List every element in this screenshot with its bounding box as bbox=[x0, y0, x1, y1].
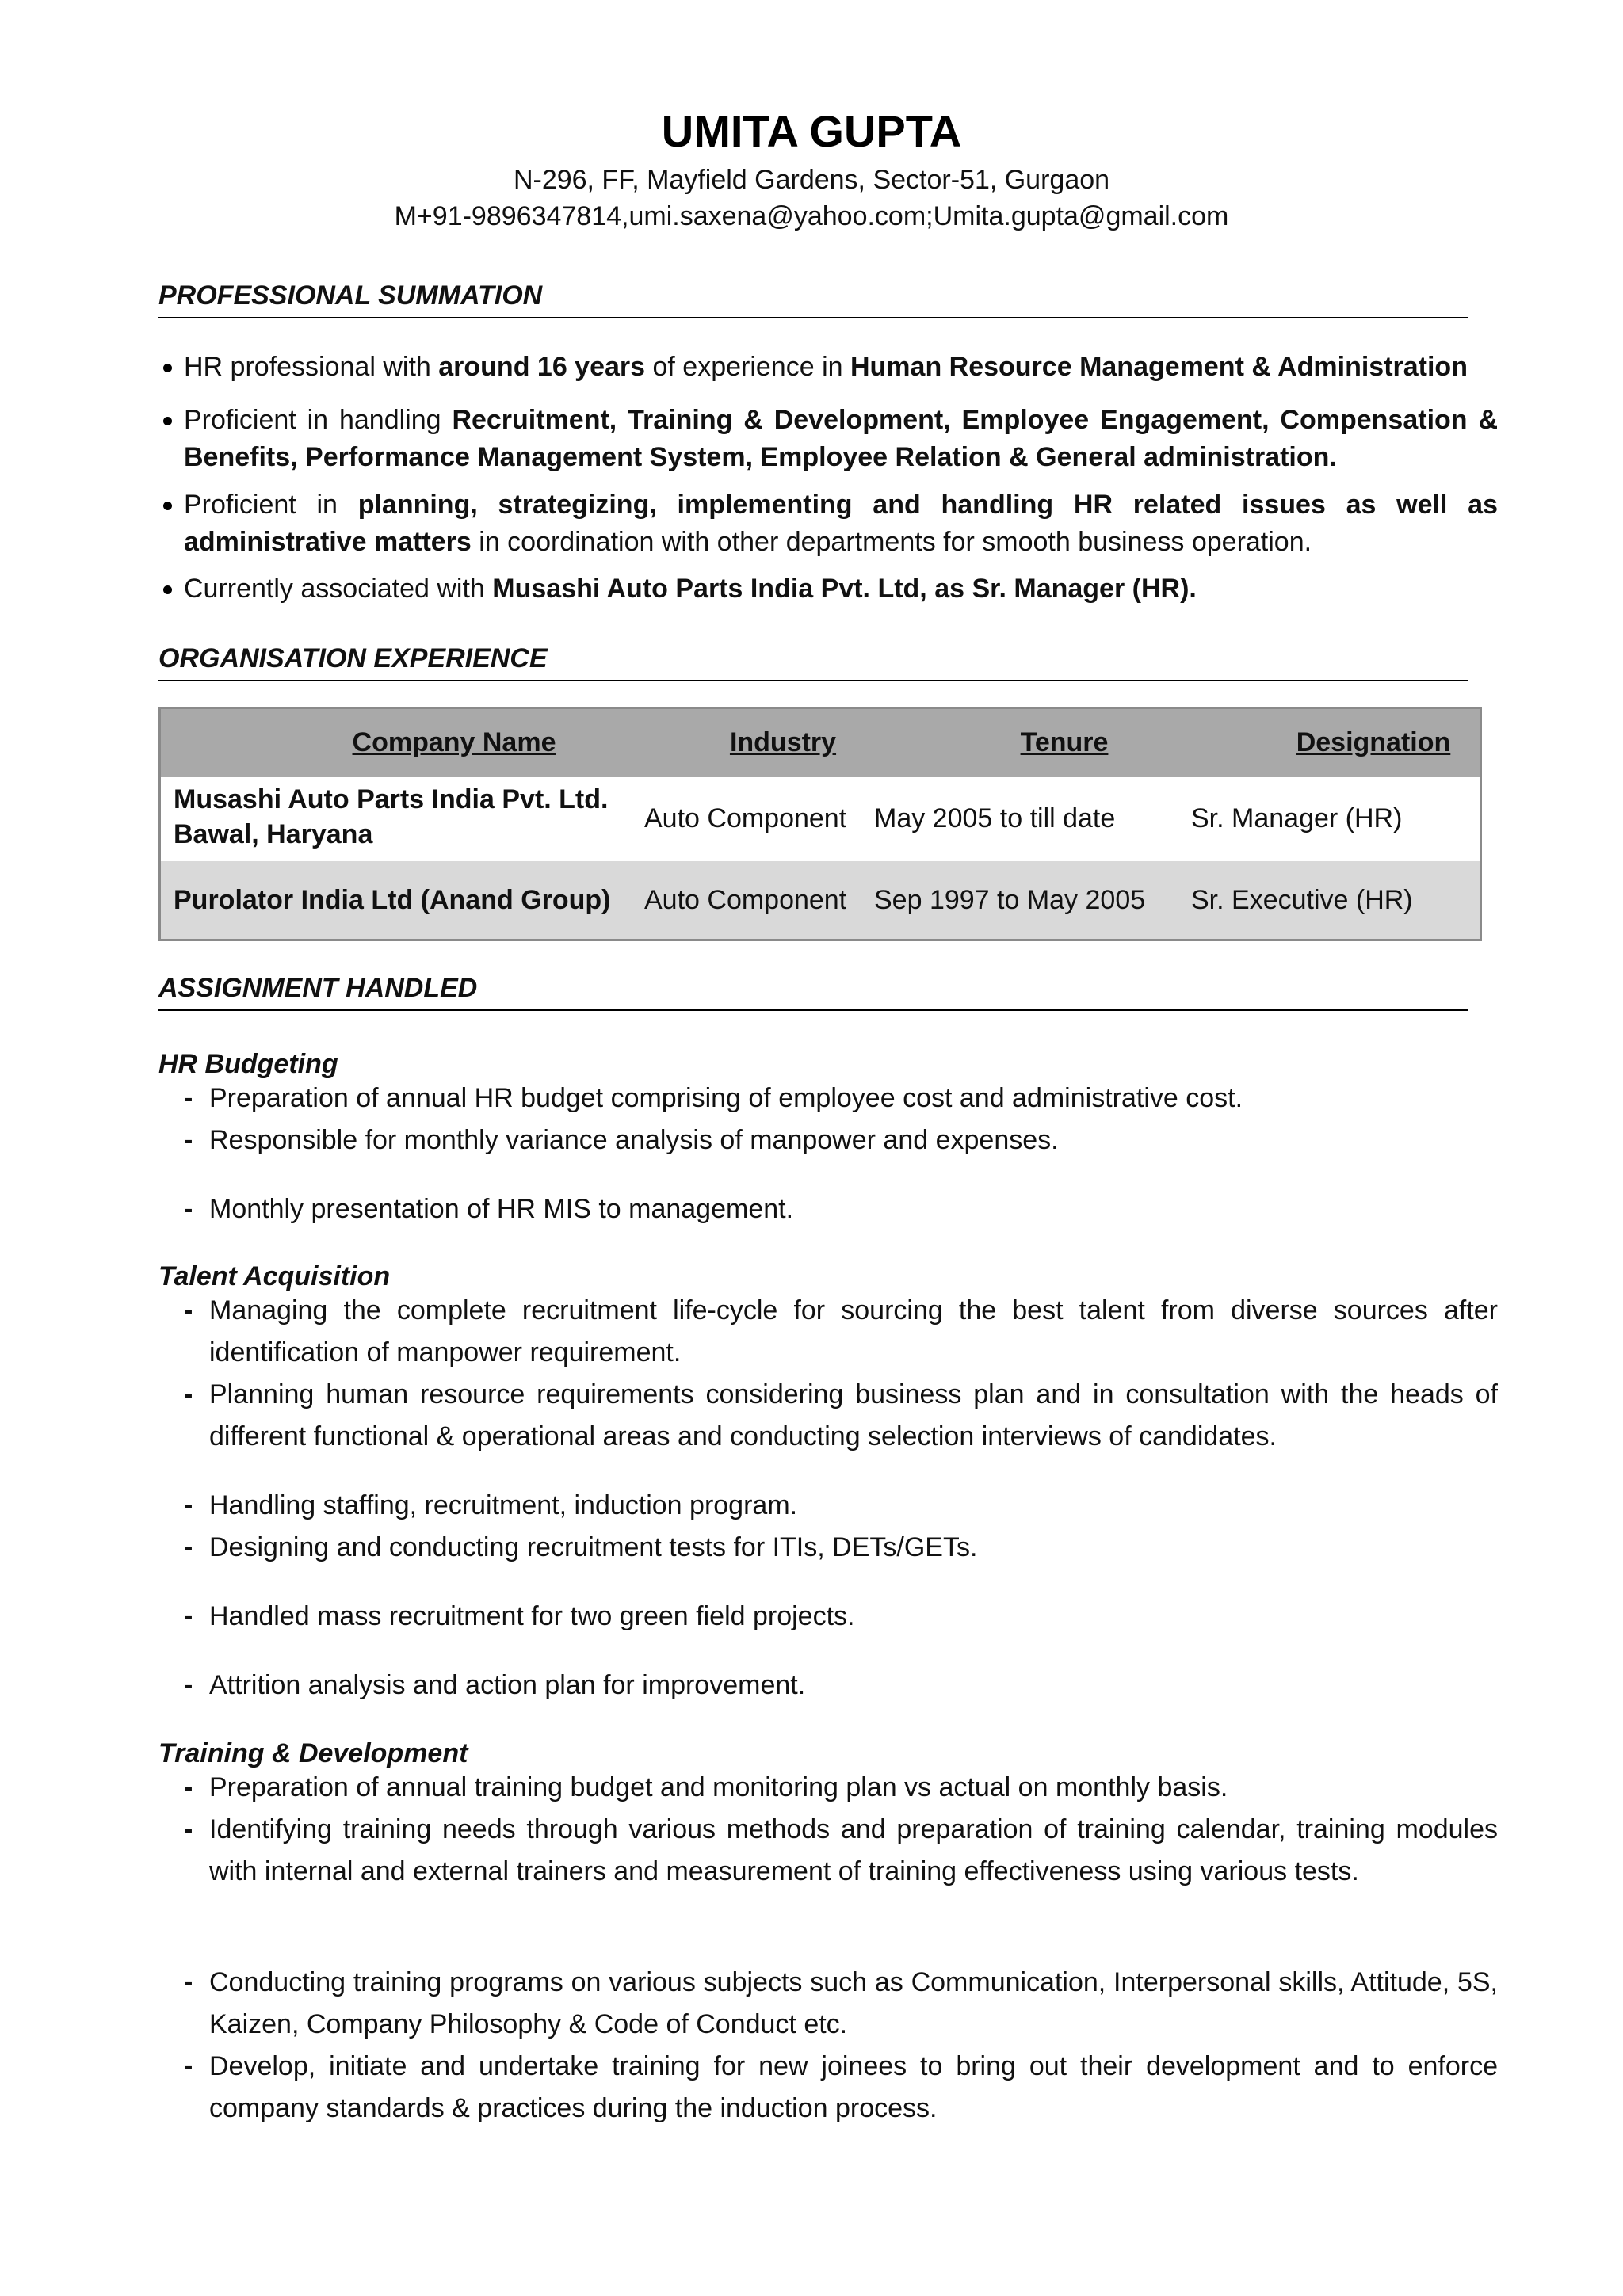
item-text: Conducting training programs on various subjects such as Communication, Interpersonal skills, Attitude, 5S, Kaizen, Company Philosophy & Code of Conduct etc. bbox=[209, 1967, 1498, 2039]
bullet-icon bbox=[163, 417, 172, 425]
dash-icon: - bbox=[184, 1670, 193, 1700]
item-text: Responsible for monthly variance analysis of manpower and expenses. bbox=[209, 1125, 1059, 1155]
text-bold: planning, strategizing, implementing and handling HR related issues as well as administrative matters bbox=[184, 490, 1498, 557]
section-title-assignments: ASSIGNMENT HANDLED bbox=[158, 970, 1468, 1011]
table-header-row bbox=[161, 709, 1480, 780]
list-item bbox=[184, 1188, 1498, 1230]
list-item bbox=[184, 1119, 1498, 1161]
item-text: Develop, initiate and undertake training for new joinees to bring out their development and to enforce company standards & practices during the induction process. bbox=[209, 2051, 1498, 2123]
header-designation: Designation bbox=[1296, 727, 1451, 757]
item-text: Preparation of annual training budget and monitoring plan vs actual on monthly basis. bbox=[209, 1772, 1228, 1802]
text: Proficient in bbox=[184, 490, 358, 520]
header-tenure: Tenure bbox=[1020, 727, 1109, 757]
text: in coordination with other departments for smooth business operation. bbox=[471, 527, 1312, 557]
item-text: Preparation of annual HR budget comprising of employee cost and administrative cost. bbox=[209, 1083, 1243, 1113]
list-item bbox=[184, 1596, 1498, 1638]
industry: Auto Component bbox=[644, 885, 847, 915]
list-item bbox=[184, 1485, 1498, 1527]
company-location: Bawal, Haryana bbox=[174, 819, 373, 849]
table-row bbox=[161, 861, 1480, 939]
text-bold: Recruitment, Training & Development, Employee Engagement, Compensation & Benefits, Performance Management System, Employee Relation & General administration. bbox=[184, 405, 1499, 472]
item-text: Planning human resource requirements considering business plan and in consultation with the heads of different functional & operational areas and conducting selection interviews of candidates. bbox=[209, 1379, 1498, 1451]
list-item bbox=[184, 1962, 1498, 2046]
candidate-name: UMITA GUPTA bbox=[661, 106, 962, 156]
list-item bbox=[184, 2046, 1498, 2130]
text: of experience in bbox=[645, 352, 850, 382]
item-text: Monthly presentation of HR MIS to management. bbox=[209, 1194, 794, 1224]
dash-icon: - bbox=[184, 1194, 193, 1224]
item-text: Designing and conducting recruitment tests for ITIs, DETs/GETs. bbox=[209, 1532, 978, 1562]
dash-icon: - bbox=[184, 1379, 193, 1409]
summation-bullet-4 bbox=[158, 570, 1498, 608]
designation: Sr. Executive (HR) bbox=[1191, 885, 1413, 915]
dash-icon: - bbox=[184, 1295, 193, 1325]
bullet-icon bbox=[163, 364, 172, 372]
header-company: Company Name bbox=[352, 727, 556, 757]
item-text: Managing the complete recruitment life-cycle for sourcing the best talent from diverse sources after identification of manpower requirement. bbox=[209, 1295, 1498, 1367]
text-bold: Musashi Auto Parts India Pvt. Ltd, as Sr. Manager (HR). bbox=[492, 574, 1197, 604]
list-item bbox=[184, 1665, 1498, 1707]
summation-bullet-3 bbox=[158, 486, 1498, 561]
dash-icon: - bbox=[184, 1532, 193, 1562]
company-name: Purolator India Ltd (Anand Group) bbox=[174, 885, 611, 915]
bullet-icon bbox=[163, 502, 172, 510]
text: HR professional with bbox=[184, 352, 439, 382]
text-bold: Human Resource Management & Administration bbox=[850, 352, 1468, 382]
dash-icon: - bbox=[184, 1967, 193, 1997]
contact-details: M+91-9896347814,umi.saxena@yahoo.com;Umita.gupta@gmail.com bbox=[394, 201, 1229, 231]
tenure: Sep 1997 to May 2005 bbox=[874, 885, 1146, 915]
summation-bullet-2 bbox=[158, 402, 1498, 476]
table-row bbox=[161, 777, 1480, 864]
list-item bbox=[184, 1290, 1498, 1374]
text: Currently associated with bbox=[184, 574, 493, 604]
dash-icon: - bbox=[184, 2051, 193, 2081]
dash-icon: - bbox=[184, 1772, 193, 1802]
bullet-icon bbox=[163, 585, 172, 594]
subheading-hr-budgeting: HR Budgeting bbox=[158, 1049, 338, 1079]
subheading-training-development: Training & Development bbox=[158, 1738, 468, 1768]
dash-icon: - bbox=[184, 1490, 193, 1520]
summation-bullet-1 bbox=[158, 349, 1498, 386]
dash-icon: - bbox=[184, 1601, 193, 1631]
dash-icon: - bbox=[184, 1125, 193, 1155]
subheading-talent-acquisition: Talent Acquisition bbox=[158, 1261, 391, 1291]
list-item bbox=[184, 1527, 1498, 1569]
text-bold: around 16 years bbox=[438, 352, 646, 382]
resume-header bbox=[0, 101, 1623, 235]
designation: Sr. Manager (HR) bbox=[1191, 803, 1403, 833]
company-line: Musashi Auto Parts India Pvt. Ltd. bbox=[174, 784, 609, 814]
list-item bbox=[184, 1077, 1498, 1119]
list-item bbox=[184, 1809, 1498, 1893]
section-title-experience: ORGANISATION EXPERIENCE bbox=[158, 640, 1468, 681]
item-text: Attrition analysis and action plan for improvement. bbox=[209, 1670, 806, 1700]
item-text: Handling staffing, recruitment, induction program. bbox=[209, 1490, 798, 1520]
dash-icon: - bbox=[184, 1083, 193, 1113]
section-title-summation: PROFESSIONAL SUMMATION bbox=[158, 277, 1468, 318]
item-text: Handled mass recruitment for two green field projects. bbox=[209, 1601, 855, 1631]
text: Proficient in handling bbox=[184, 405, 453, 435]
address: N-296, FF, Mayfield Gardens, Sector-51, Gurgaon bbox=[513, 165, 1110, 195]
company-name bbox=[174, 782, 617, 852]
experience-table bbox=[158, 707, 1482, 941]
item-text: Identifying training needs through various methods and preparation of training calendar, training modules with internal and external trainers and measurement of training effectiveness using various tests. bbox=[209, 1814, 1498, 1886]
list-item bbox=[184, 1767, 1498, 1809]
list-item bbox=[184, 1374, 1498, 1458]
dash-icon: - bbox=[184, 1814, 193, 1844]
tenure: May 2005 to till date bbox=[874, 803, 1116, 833]
industry: Auto Component bbox=[644, 803, 847, 833]
header-industry: Industry bbox=[729, 727, 837, 757]
